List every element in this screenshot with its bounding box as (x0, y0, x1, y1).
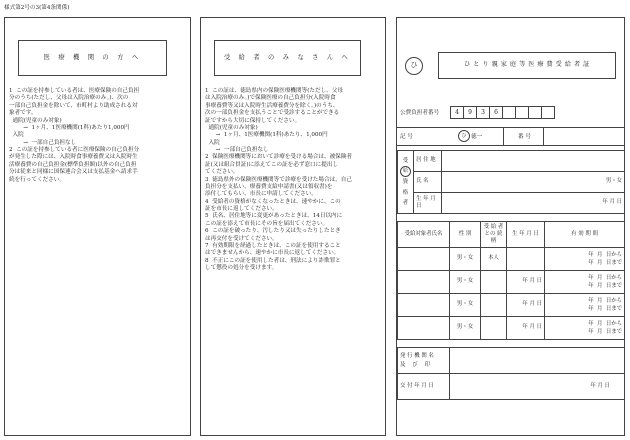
panel1-line: → 1ヶ月、1医療機関(1科)あたり1,000円 (9, 124, 130, 131)
panel2-line: 証ですから大切に保持してください。 (205, 117, 301, 124)
table-row (398, 317, 625, 340)
panel1-body (9, 88, 139, 184)
beneficiary-relation-cell: 本人 (481, 248, 507, 271)
recipient-group-char: 者 (402, 199, 409, 206)
kigo-value: 徳一 (471, 134, 483, 140)
beneficiary-dob-cell: 年 月 日 (507, 271, 545, 294)
kigo-circle-icon: ひ (458, 130, 470, 142)
kigo-divider (503, 127, 504, 146)
panel2-line: 証を市長に返してください。 (205, 206, 278, 212)
panel1-line: → 一部自己負担なし (9, 139, 77, 146)
panel2-line: 6 この証を破ったり、汚したり又は失ったりしたとき (205, 228, 341, 235)
panel2-line: 証(又は組合員証)に添えてこの証を必ず窓口に提出し (205, 161, 339, 168)
kigo-label: 記 号 (400, 134, 413, 140)
issue-date-value: 年 月 日 (450, 374, 625, 400)
bango-label: 番 号 (518, 134, 531, 140)
panel1-line: 入院 (9, 132, 24, 139)
beneficiary-period-cell: 年 月 日から 年 月 日まで (545, 248, 625, 271)
panel1-line: 活療養費の自己負担金(標準負担額)以外の自己負担 (9, 161, 137, 168)
panel2-body (205, 88, 352, 272)
recipient-table (397, 150, 625, 214)
panel1-line: 2 この証を持参している者に医療保険の自己負担分 (9, 147, 140, 153)
panel1-line: 通院(児童のみ対象) (9, 117, 62, 124)
payer-digit-box: 6 (489, 106, 503, 119)
panel2-line: → 一部自己負担なし (205, 147, 269, 153)
payer-number-label: 公費負担者番号 (400, 110, 440, 116)
panel1-line: 象者です。 (9, 110, 37, 117)
beneficiary-relation-cell (481, 294, 507, 317)
panel2-line: は入院治療のみ。)で保険医療の自己負担分(入院時食 (205, 95, 336, 102)
issuer-table (397, 347, 625, 400)
beneficiary-sex-cell: 男・女 (450, 317, 481, 340)
recipient-sex: 男・女 (442, 172, 625, 193)
beneficiary-name-cell (398, 294, 450, 317)
beneficiary-name-cell (398, 317, 450, 340)
recipient-group-circle-icon: 給 (400, 166, 411, 177)
recipient-group-char: 格 (402, 189, 409, 196)
payer-digit-box (502, 106, 516, 119)
th-sex: 性 別 (450, 222, 481, 248)
name-label: 氏 名 (414, 172, 442, 193)
recipient-group-char: 受 (402, 157, 409, 164)
bango-divider (543, 127, 544, 146)
beneficiary-dob-cell (507, 248, 545, 271)
recipient-group-char: 資 (402, 179, 409, 186)
table-row (398, 271, 625, 294)
kigo-row (397, 127, 625, 146)
panel2-line: 負担分を支払い、療養費支給申請書(又は領収書)を (205, 183, 333, 190)
address-value (442, 151, 625, 172)
payer-digit-box: 9 (463, 106, 477, 119)
beneficiary-sex-cell: 男・女 (450, 271, 481, 294)
beneficiary-period-cell: 年 月 日から 年 月 日まで (545, 294, 625, 317)
panel1-line: が発生した際には、入院時食事療養費又は入院時生 (9, 154, 138, 161)
panel2-line: 添付してもらい、市長に申請してください。 (205, 191, 317, 198)
th-period: 有 効 期 間 (545, 222, 625, 248)
panel1-title: 医 療 機 関 の 方 へ (18, 40, 167, 76)
panel2-line: はできませんから、速やかに市長に返してください。 (205, 250, 340, 257)
address-label: 居 住 地 (414, 151, 442, 172)
panel2-line: 次の一部負担金を支払うことで受診することができる (205, 110, 340, 117)
hitori-seal-icon: ひ (405, 57, 423, 75)
panel2-line: てください。 (205, 169, 239, 176)
panel1-line: 分は従来と同様に国保連合会又は支払基金へ請求手 (9, 169, 138, 176)
panel2-line: 7 有効期限を経過したときは、この証を使用すること (205, 242, 341, 249)
th-relation: 受 給 者 との 続 柄 (481, 222, 507, 248)
panel1-line: 分のうち(ただし、父母は入院治療のみ。)、次の (9, 95, 129, 102)
panel2-line: この証を添えて市長にその旨を届出てください。 (205, 220, 329, 227)
beneficiary-period-cell: 年 月 日から 年 月 日まで (545, 317, 625, 340)
issue-date-label: 交 付 年 月 日 (398, 374, 450, 400)
recipient-group-label (398, 151, 414, 214)
panel2-line: 3 徳島県外の保険医療機関等で診療を受けた場合は、自己 (205, 176, 352, 183)
payer-number-boxes (451, 106, 555, 119)
panel2-line: は再交付を受けてください。 (205, 235, 278, 242)
th-beneficiary-name: 受給対象者氏名 (398, 222, 450, 248)
panel2-line: 8 不正にこの証を使用した者は、刑法により詐欺罪と (205, 257, 341, 264)
beneficiary-relation-cell (481, 271, 507, 294)
panel2-line: 事療養費等又は入院時生活療養費分を除く。)のうち、 (205, 102, 339, 109)
beneficiary-sex-cell: 男・女 (450, 294, 481, 317)
beneficiary-dob-cell: 年 月 日 (507, 294, 545, 317)
panel2-line: 2 保険医療機関等において診療を受ける場合は、被保険者 (205, 154, 352, 161)
beneficiary-table (397, 221, 625, 340)
panel2-line: → 1ヶ月、1医療機関(1科)あたり、1,000円 (205, 132, 328, 139)
payer-digit-box (528, 106, 542, 119)
beneficiary-name-cell (398, 248, 450, 271)
form-id: 様式第2号の3(第4条関係) (4, 5, 70, 11)
panel1-line: 一部自己負担金を除いて、市町村より助成される対 (9, 102, 138, 109)
beneficiary-dob-cell: 年 月 日 (507, 317, 545, 340)
payer-digit-box (541, 106, 555, 119)
panel-medical-institution (4, 17, 191, 436)
panel1-line: 続を行ってください。 (9, 176, 65, 183)
beneficiary-period-cell: 年 月 日から 年 月 日まで (545, 271, 625, 294)
beneficiary-name-cell (398, 271, 450, 294)
certificate-title: ひ と り 親 家 庭 等 医 療 費 受 給 者 証 (438, 52, 616, 79)
issuer-label: 発 行 機 関 名 及 び 印 (398, 348, 450, 374)
panel2-line: して懲役の処分を受けます。 (205, 265, 278, 271)
panel2-title: 受 給 者 の み な さ ん へ (214, 40, 361, 76)
panel2-line: 通院(児童のみ対象) (205, 124, 258, 131)
payer-digit-box: 3 (476, 106, 490, 119)
th-dob: 生 年 月 日 (507, 222, 545, 248)
payer-digit-box: 4 (450, 106, 464, 119)
table-row (398, 248, 625, 271)
recipient-dob: 年 月 日 (442, 193, 625, 214)
table-row (398, 294, 625, 317)
beneficiary-relation-cell (481, 317, 507, 340)
panel2-line: 入院 (205, 139, 220, 146)
payer-digit-box (515, 106, 529, 119)
dob-label: 生 年 月 日 (414, 193, 442, 214)
beneficiary-sex-cell: 男・女 (450, 248, 481, 271)
panel2-line: 1 この証は、徳島県内の保険医療機関等(ただし、父母 (205, 88, 343, 94)
panel1-line: 1 この証を持参している者は、医療保険の自己負担 (9, 88, 140, 94)
panel2-line: 4 受給者の資格がなくなったときは、速やかに、この (205, 198, 341, 205)
issuer-value (450, 348, 625, 374)
panel2-line: 5 氏名、居住地等に変更があったときは、14日以内に (205, 213, 343, 220)
